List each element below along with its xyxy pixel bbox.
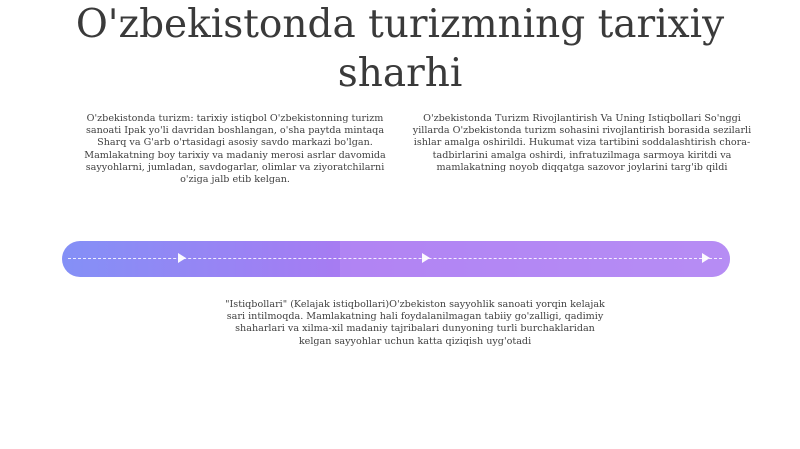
section-development-text: O'zbekistonda Turizm Rivojlantirish Va Uning Istiqbollari So'nggi yillarda O'zbekistonda turizm sohasini rivojlantirish borasida sezilarli ishlar amalga oshirildi. Hukumat viza tartibini soddalashtirish chora-tadbirlarini amalga oshirdi, infratuzilmaga sarmoya kiritdi va mamlakatning noyob diqqatga sazovor joylarini targ'ib qildi (412, 113, 752, 173)
timeline-segment-highlight (340, 241, 730, 277)
page-title: O'zbekistonda turizmning tarixiy sharhi (75, 2, 725, 96)
timeline-bar (62, 241, 730, 277)
arrow-right-icon (702, 253, 710, 263)
section-history-text: O'zbekistonda turizm: tarixiy istiqbol O'zbekistonning turizm sanoati Ipak yo'li davridan boshlangan, o'sha paytda mintaqa Sharq va G'arb o'rtasidagi asosiy savdo markazi bo'lgan. Mamlakatning boy tarixiy va madaniy merosi asrlar davomida sayyohlarni, jumladan, savdogarlar, olimlar va ziyoratchilarni o'ziga jalb etib kelgan. (84, 113, 386, 186)
arrow-right-icon (422, 253, 430, 263)
timeline-dashed-line (68, 258, 722, 259)
arrow-right-icon (178, 253, 186, 263)
section-prospects-text: "Istiqbollari" (Kelajak istiqbollari)O'zbekiston sayyohlik sanoati yorqin kelajak sari intilmoqda. Mamlakatning hali foydalanilmagan tabiiy go'zalligi, qadimiy shaharlari va xilma-xil madaniy tajribalari dunyoning turli burchaklaridan kelgan sayyohlar uchun katta qiziqish uyg'otadi (225, 299, 605, 347)
